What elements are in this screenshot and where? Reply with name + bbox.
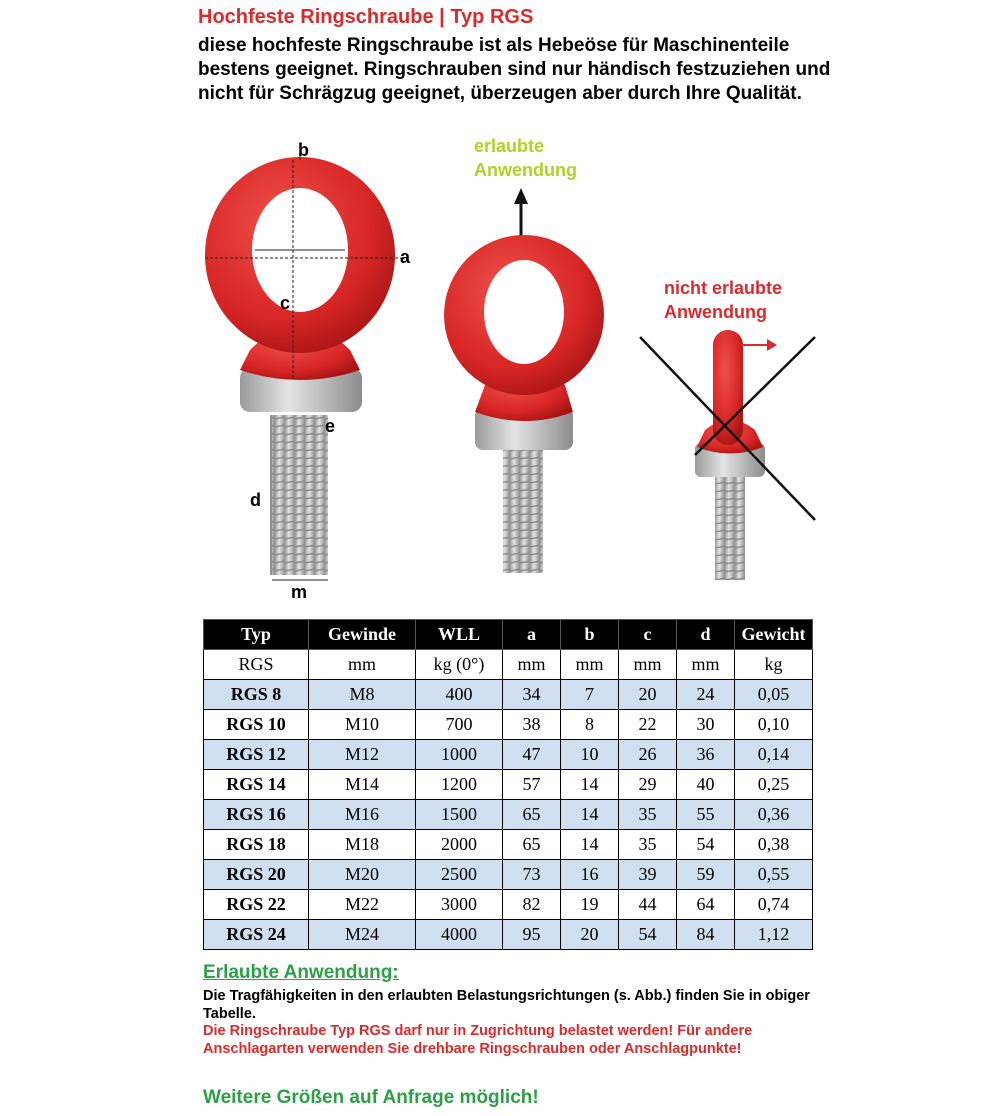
table-cell: RGS 12 (204, 740, 309, 770)
table-cell: 16 (561, 860, 619, 890)
table-row (204, 860, 813, 890)
header-typ: Typ (204, 620, 309, 650)
header-gewinde: Gewinde (309, 620, 416, 650)
table-cell: 95 (503, 920, 561, 950)
table-cell: 20 (619, 680, 677, 710)
table-cell: 26 (619, 740, 677, 770)
table-cell: RGS (204, 650, 309, 680)
table-cell: mm (503, 650, 561, 680)
table-cell: M10 (309, 710, 416, 740)
table-cell: 1000 (416, 740, 503, 770)
table-cell: 30 (677, 710, 735, 740)
table-cell: kg (735, 650, 813, 680)
table-cell: 7 (561, 680, 619, 710)
table-cell: 40 (677, 770, 735, 800)
footer-heading: Erlaubte Anwendung: (203, 962, 399, 983)
table-cell: 20 (561, 920, 619, 950)
not-allowed-label-line1: nicht erlaubte (664, 278, 783, 298)
table-cell: 2000 (416, 830, 503, 860)
table-cell: 57 (503, 770, 561, 800)
footer-more-sizes: Weitere Größen auf Anfrage möglich! (203, 1087, 539, 1108)
dim-label-d: d (250, 490, 261, 510)
table-row (204, 710, 813, 740)
table-cell: 59 (677, 860, 735, 890)
table-cell: 0,05 (735, 680, 813, 710)
header-a: a (503, 620, 561, 650)
allowed-label-line1: erlaubte (474, 136, 545, 156)
table-cell: 10 (561, 740, 619, 770)
table-cell: 65 (503, 800, 561, 830)
table-cell: 3000 (416, 890, 503, 920)
table-cell: 64 (677, 890, 735, 920)
table-row (204, 770, 813, 800)
intro-text: diese hochfeste Ringschraube ist als Hebeöse für Maschinenteile bestens geeignet. Ringschrauben sind nur händisch festzuziehen und nicht für Schrägzug geeignet, überzeugen aber durch Ihre Qualität. (198, 35, 831, 104)
table-cell: RGS 20 (204, 860, 309, 890)
table-row (204, 800, 813, 830)
allowed-label-line2: Anwendung (474, 160, 577, 180)
table-cell: 54 (619, 920, 677, 950)
thread-shank (272, 415, 328, 575)
table-cell: RGS 24 (204, 920, 309, 950)
table-cell: 84 (677, 920, 735, 950)
table-cell: 0,74 (735, 890, 813, 920)
table-cell: 2500 (416, 860, 503, 890)
not-allowed-application-figure (635, 325, 825, 585)
table-cell: 0,38 (735, 830, 813, 860)
table-cell: 8 (561, 710, 619, 740)
table-cell: 14 (561, 800, 619, 830)
table-cell: 35 (619, 800, 677, 830)
table-cell: mm (561, 650, 619, 680)
table-cell: 0,14 (735, 740, 813, 770)
table-cell: 35 (619, 830, 677, 860)
arrow-right-icon (767, 339, 777, 351)
table-cell: RGS 18 (204, 830, 309, 860)
header-gewicht: Gewicht (735, 620, 813, 650)
spec-table (203, 619, 813, 950)
table-cell: M8 (309, 680, 416, 710)
table-cell: M20 (309, 860, 416, 890)
page-title: Hochfeste Ringschraube | Typ RGS (198, 6, 534, 28)
table-cell: 47 (503, 740, 561, 770)
table-cell: M16 (309, 800, 416, 830)
allowed-application-figure (440, 180, 610, 580)
table-cell: 29 (619, 770, 677, 800)
table-cell: M24 (309, 920, 416, 950)
table-cell: RGS 10 (204, 710, 309, 740)
table-cell: 400 (416, 680, 503, 710)
not-allowed-label-line2: Anwendung (664, 302, 767, 322)
table-cell: 82 (503, 890, 561, 920)
table-cell: 14 (561, 830, 619, 860)
table-cell: 0,36 (735, 800, 813, 830)
header-b: b (561, 620, 619, 650)
table-cell: 36 (677, 740, 735, 770)
dimension-diagram (195, 140, 425, 610)
table-cell: 38 (503, 710, 561, 740)
footer-capacity-note: Die Tragfähigkeiten in den erlaubten Belastungsrichtungen (s. Abb.) finden Sie in obiger Tabelle. (203, 988, 810, 1022)
table-cell: 54 (677, 830, 735, 860)
table-cell: 1200 (416, 770, 503, 800)
table-cell: 14 (561, 770, 619, 800)
table-header-row (204, 620, 813, 650)
table-cell: mm (677, 650, 735, 680)
table-cell: 24 (677, 680, 735, 710)
table-row (204, 830, 813, 860)
table-cell: 44 (619, 890, 677, 920)
table-cell: 1,12 (735, 920, 813, 950)
dim-label-a: a (400, 247, 411, 267)
table-row (204, 890, 813, 920)
table-cell: kg (0°) (416, 650, 503, 680)
table-cell: M14 (309, 770, 416, 800)
table-cell: 22 (619, 710, 677, 740)
header-c: c (619, 620, 677, 650)
table-cell: mm (619, 650, 677, 680)
table-cell: 65 (503, 830, 561, 860)
table-cell: RGS 14 (204, 770, 309, 800)
header-d: d (677, 620, 735, 650)
table-cell: 1500 (416, 800, 503, 830)
arrow-up-icon (514, 188, 528, 204)
table-cell: 0,10 (735, 710, 813, 740)
table-cell: 73 (503, 860, 561, 890)
table-cell: 39 (619, 860, 677, 890)
table-cell: M18 (309, 830, 416, 860)
table-units-row (204, 650, 813, 680)
dim-label-e: e (325, 416, 336, 436)
table-cell: RGS 16 (204, 800, 309, 830)
footer-warning: Die Ringschraube Typ RGS darf nur in Zugrichtung belastet werden! Für andere Anschlagarten verwenden Sie drehbare Ringschrauben oder Anschlagpunkte! (203, 1023, 753, 1057)
table-row (204, 740, 813, 770)
table-cell: 0,25 (735, 770, 813, 800)
table-cell: M12 (309, 740, 416, 770)
table-cell: 0,55 (735, 860, 813, 890)
dim-label-b: b (298, 140, 309, 160)
table-cell: 34 (503, 680, 561, 710)
dim-label-c: c (280, 293, 291, 313)
dim-label-m: m (291, 582, 308, 602)
table-row (204, 680, 813, 710)
table-cell: 700 (416, 710, 503, 740)
table-cell: 4000 (416, 920, 503, 950)
table-row (204, 920, 813, 950)
table-cell: RGS 8 (204, 680, 309, 710)
header-wll: WLL (416, 620, 503, 650)
table-cell: 19 (561, 890, 619, 920)
table-cell: 55 (677, 800, 735, 830)
table-cell: mm (309, 650, 416, 680)
table-cell: RGS 22 (204, 890, 309, 920)
table-cell: M22 (309, 890, 416, 920)
